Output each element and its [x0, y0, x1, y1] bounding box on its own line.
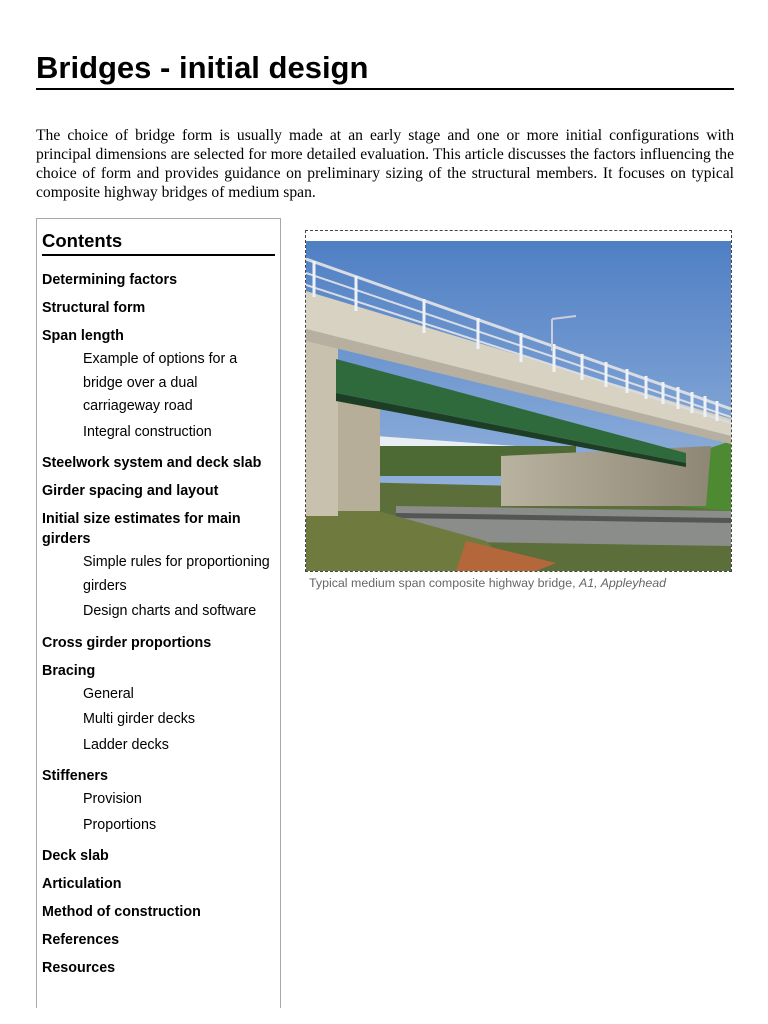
toc-item — [42, 950, 272, 978]
toc-link[interactable]: Method of construction — [42, 904, 201, 920]
toc-link[interactable]: Provision — [83, 791, 142, 807]
bridge-figure — [305, 230, 732, 572]
toc-subitem — [42, 706, 272, 732]
caption-text: Typical medium span composite highway bridge, — [309, 576, 579, 590]
toc-list — [37, 256, 280, 978]
toc-item — [42, 624, 272, 653]
caption-location: A1, Appleyhead — [578, 576, 667, 590]
toc-link[interactable]: Stiffeners — [42, 768, 108, 784]
toc-link[interactable]: Proportions — [83, 816, 157, 833]
toc-link[interactable]: Multi girder decks — [83, 711, 196, 727]
toc-link[interactable]: Integral construction — [83, 423, 212, 440]
figure-caption — [309, 576, 739, 591]
toc-subitem — [42, 681, 272, 707]
toc-item — [42, 653, 272, 681]
toc-link[interactable]: References — [42, 932, 120, 948]
toc-link[interactable]: Determining factors — [42, 272, 178, 288]
toc-subitem — [42, 598, 272, 624]
toc-link[interactable]: Cross girder proportions — [42, 634, 212, 651]
intro-paragraph: The choice of bridge form is usually made at an early stage and one or more initial configurations with principal dimensions are selected for more detailed evaluation. This article discusses the factors influencing the choice of form and provides guidance on preliminary sizing of the structural members. It focuses on typical composite highway bridges of medium span. — [36, 127, 734, 201]
toc-subitem — [42, 549, 272, 598]
toc-link[interactable]: Articulation — [42, 876, 122, 892]
toc-item — [42, 473, 272, 501]
toc-link[interactable]: Initial size estimates for main girders — [42, 511, 241, 547]
toc-subitem — [42, 812, 272, 838]
toc-subitem — [42, 419, 272, 445]
toc-link[interactable]: Design charts and software — [83, 603, 257, 619]
toc-item — [42, 837, 272, 866]
toc-item — [42, 318, 272, 346]
toc-subitem — [42, 786, 272, 812]
toc-item — [42, 501, 272, 549]
table-of-contents — [36, 218, 281, 1008]
toc-link[interactable]: Deck slab — [42, 848, 109, 864]
toc-heading: Contents — [42, 228, 275, 256]
toc-link[interactable]: Ladder decks — [83, 736, 169, 753]
toc-link[interactable]: Girder spacing and layout — [42, 483, 219, 499]
toc-link[interactable]: Span length — [42, 328, 124, 344]
toc-item — [42, 256, 272, 290]
toc-item — [42, 894, 272, 922]
toc-item — [42, 757, 272, 786]
toc-link[interactable]: Bracing — [42, 662, 96, 679]
toc-item — [42, 444, 272, 473]
page-title: Bridges - initial design — [36, 50, 734, 90]
toc-link[interactable]: Resources — [42, 960, 116, 976]
toc-link[interactable]: Example of options for a bridge over a dual carriageway road — [83, 351, 238, 414]
toc-link[interactable]: Simple rules for proportioning girders — [83, 554, 270, 594]
toc-link[interactable]: Steelwork system and deck slab — [42, 455, 262, 471]
toc-link[interactable]: Structural form — [42, 300, 146, 316]
toc-subitem — [42, 346, 272, 419]
toc-subitem — [42, 732, 272, 758]
toc-item — [42, 922, 272, 950]
toc-link[interactable]: General — [83, 685, 134, 702]
toc-item — [42, 866, 272, 894]
toc-item — [42, 290, 272, 318]
bridge-photo — [306, 241, 731, 571]
